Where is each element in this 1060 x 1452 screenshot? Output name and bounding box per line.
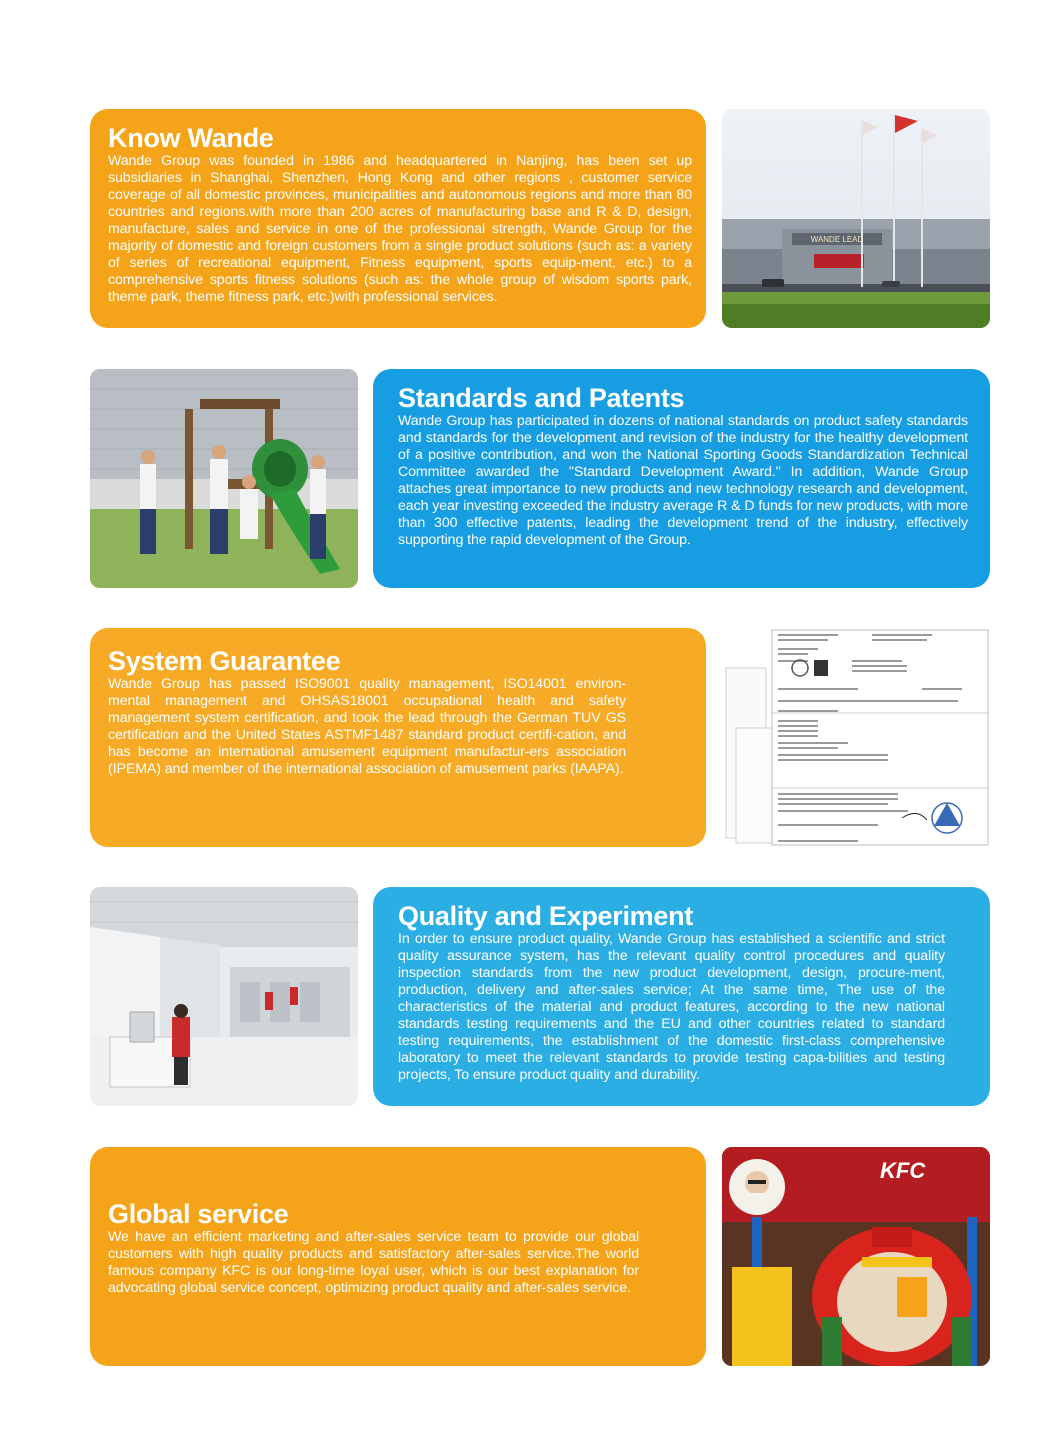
section-body: Wande Group was founded in 1986 and headquartered in Nanjing, has been set up subsidiaries in Shanghai, Shenzhen, Hong Kong and other regions , customer service coverage of all domestic provinces, municipalities and autonomous regions and more than 80 countries and regions.with more than 200 acres of manufacturing base and R & D, design, manufacture, sales and service in one of the professional strength, Wande Group for the majority of domestic and foreign customers from a single product solutions (such as: a variety of series of recreational equipment, Fitness equipment, sports equip-ment, etc.) to a comprehensive sports fitness solutions (such as: the whole group of wisdom sports park, theme park, theme fitness park, etc.)with professional services.: [108, 153, 692, 305]
section-title: Standards and Patents: [398, 383, 685, 413]
section-body: In order to ensure product quality, Wande Group has established a scientific and strict quality assurance system, has the relevant quality control procedures and quality inspection standards from the new product development, design, procure-ment, production, delivery and after-sales service; At the same time, The use of the characteristics of the material and product features, according to the new national standards testing requirements and the EU and other countries related to standard testing requirements, the establishment of the domestic first-class comprehensive laboratory to meet the relevant standards to provide testing capa-bilities and testing projects, To ensure product quality and durability.: [398, 931, 945, 1083]
section-quality-and-experiment: [373, 887, 990, 1106]
building-sign: WANDE LEAD: [810, 235, 864, 244]
laboratory-photo: [90, 887, 358, 1106]
section-body: We have an efficient marketing and after-sales service team to provide our global customers with high quality products and satisfactory after-sales service.The world famous company KFC is our long-time loyal user, which is our best explanation for advocating global service concept, optimizing product quality and after-sales service.: [108, 1229, 639, 1296]
section-system-guarantee: [90, 628, 706, 847]
section-title: System Guarantee: [108, 646, 341, 676]
section-body: Wande Group has participated in dozens of national standards on product safety standards and standards for the development and revision of the industry for the healthy development of a positive contribution, and won the National Sporting Goods Standardization Technical Committee awarded the "Standard Development Award." In addition, Wande Group attaches great importance to new products and new technology research and development, each year investing exceeded the industry average R & D funds for new products, with more than 300 effective patents, leading the development trend of the industry, effectively supporting the rapid development of the Group.: [398, 413, 968, 548]
section-global-service: [90, 1147, 706, 1366]
section-title: Global service: [108, 1199, 289, 1229]
headquarters-photo: [722, 109, 990, 328]
section-title: Know Wande: [108, 123, 274, 153]
section-standards-and-patents: [373, 369, 990, 588]
kfc-playground-photo: [722, 1147, 990, 1366]
section-body: Wande Group has passed ISO9001 quality management, ISO14001 environ-mental management and OHSAS18001 occupational health and safety management system certification, and took the lead through the German TUV GS certification and the United States ASTMF1487 standard product certifi-cation, and has become an international amusement equipment manufactur-ers association (IPEMA) and member of the international association of amusement parks (IAAPA).: [108, 676, 626, 777]
section-know-wande: [90, 109, 706, 328]
playground-inspection-photo: [90, 369, 358, 588]
kfc-logo: KFC: [880, 1158, 926, 1183]
section-title: Quality and Experiment: [398, 901, 693, 931]
certificate-document-image: [722, 628, 990, 847]
